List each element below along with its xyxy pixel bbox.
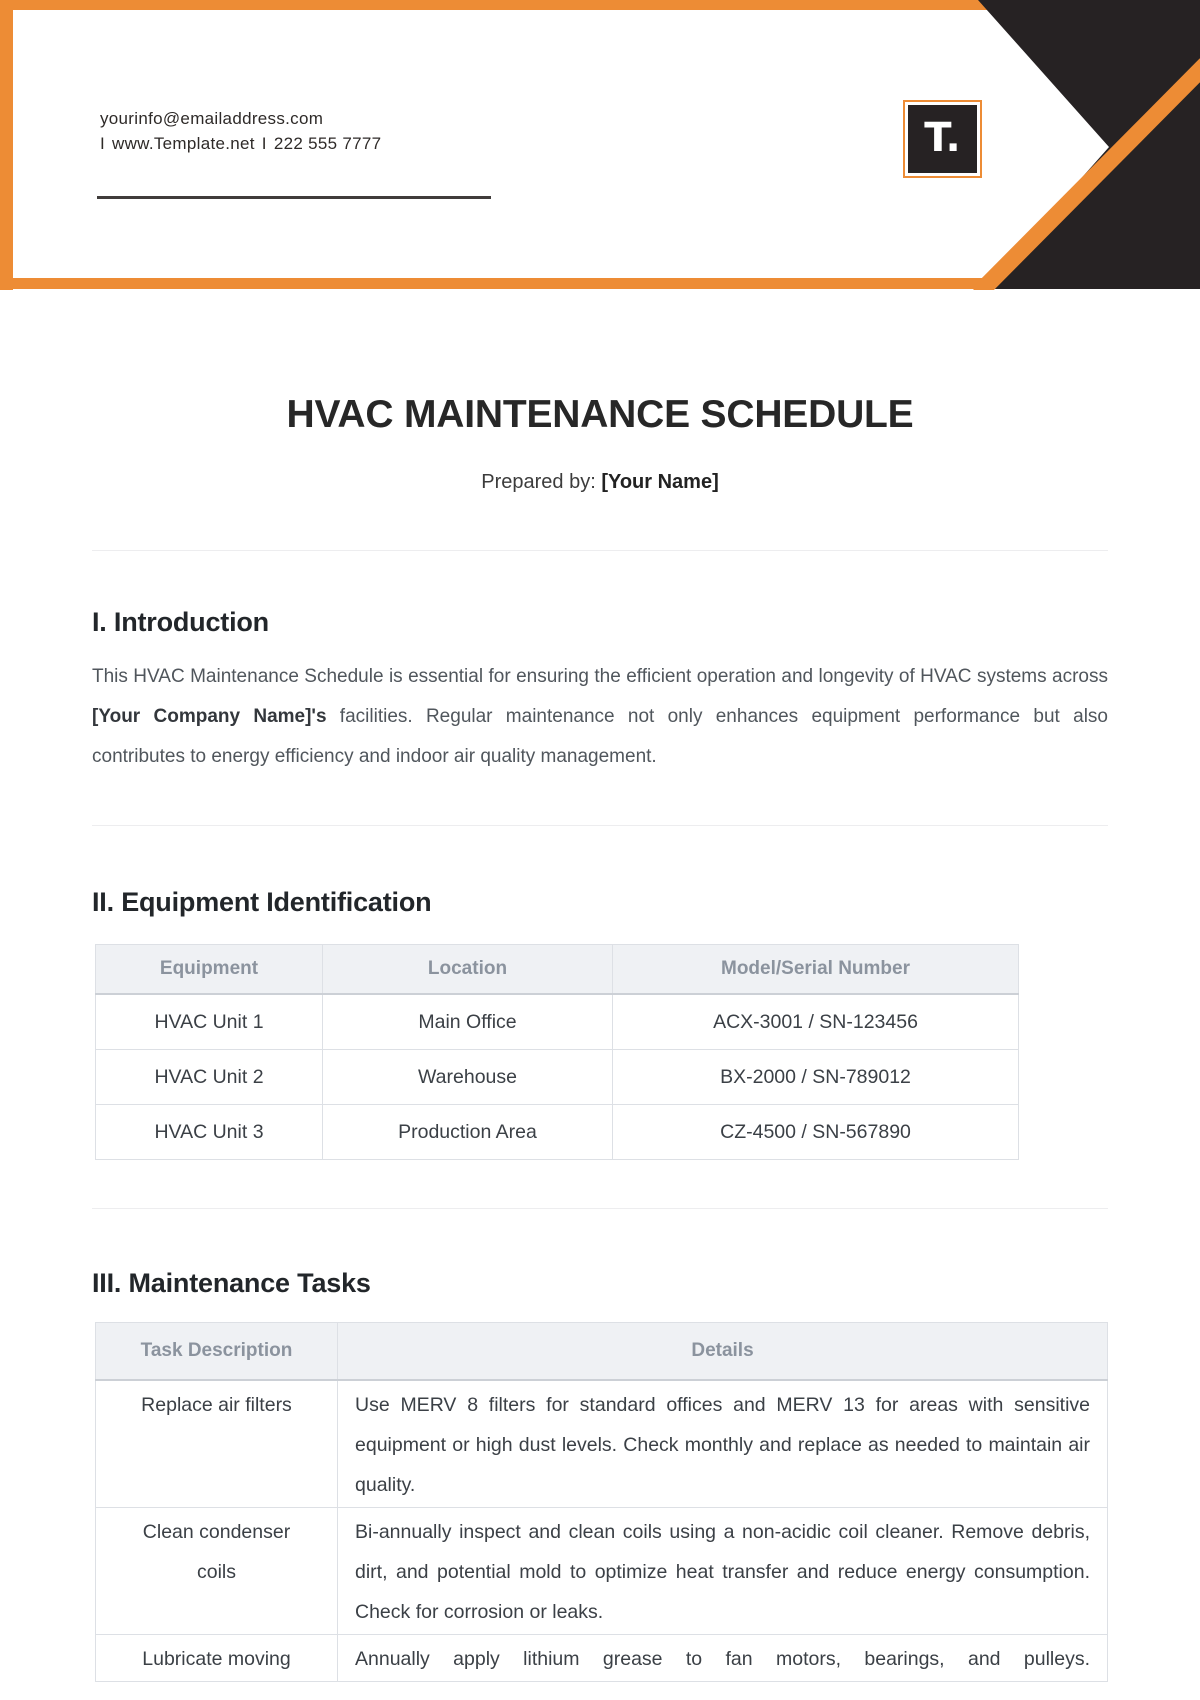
table-cell: CZ-4500 / SN-567890 bbox=[613, 1105, 1019, 1160]
table-cell: BX-2000 / SN-789012 bbox=[613, 1050, 1019, 1105]
table-cell: HVAC Unit 3 bbox=[96, 1105, 323, 1160]
section-divider bbox=[92, 1208, 1108, 1209]
contact-underline-rule bbox=[97, 196, 491, 199]
section-divider bbox=[92, 550, 1108, 551]
table-row bbox=[96, 1105, 1019, 1160]
intro-text-after: facilities. Regular maintenance not only enhances equipment performance but also contributes to energy efficiency and indoor air quality management. bbox=[92, 706, 1108, 767]
document-body bbox=[0, 393, 1200, 1682]
intro-text-before: This HVAC Maintenance Schedule is essential for ensuring the efficient operation and longevity of HVAC systems across bbox=[92, 666, 1108, 687]
column-header-details: Details bbox=[338, 1323, 1108, 1381]
contact-phone: 222 555 7777 bbox=[273, 134, 382, 153]
equipment-table bbox=[95, 944, 1019, 1160]
table-cell: Clean condenser coils bbox=[96, 1508, 338, 1635]
letterhead bbox=[0, 0, 1200, 290]
brand-logo bbox=[903, 100, 982, 178]
column-header-model-serial: Model/Serial Number bbox=[613, 945, 1019, 995]
section-heading-equipment: II. Equipment Identification bbox=[92, 887, 432, 917]
table-cell: HVAC Unit 1 bbox=[96, 994, 323, 1050]
contact-email: yourinfo@emailaddress.com bbox=[100, 109, 324, 128]
column-header-equipment: Equipment bbox=[96, 945, 323, 995]
table-row bbox=[96, 1508, 1108, 1635]
table-cell: Lubricate moving bbox=[96, 1635, 338, 1682]
table-cell: Production Area bbox=[323, 1105, 613, 1160]
column-header-task-description: Task Description bbox=[96, 1323, 338, 1381]
section-heading-introduction: I. Introduction bbox=[92, 607, 269, 637]
prepared-by-label: Prepared by: bbox=[481, 471, 596, 493]
table-row bbox=[96, 1380, 1108, 1508]
contact-line-2 bbox=[100, 131, 381, 156]
column-header-location: Location bbox=[323, 945, 613, 995]
maintenance-tasks-table bbox=[95, 1322, 1108, 1682]
table-row bbox=[96, 1635, 1108, 1682]
table-cell: ACX-3001 / SN-123456 bbox=[613, 994, 1019, 1050]
brand-logo-letter: T. bbox=[908, 105, 977, 173]
prepared-by-name: [Your Name] bbox=[601, 471, 719, 493]
table-row bbox=[96, 1050, 1019, 1105]
company-name-placeholder: [Your Company Name]'s bbox=[92, 706, 327, 727]
table-cell: Warehouse bbox=[323, 1050, 613, 1105]
table-cell: Bi-annually inspect and clean coils using a non-acidic coil cleaner. Remove debris, dirt, and potential mold to optimize heat transfer and reduce energy consumption. Check for corrosion or leaks. bbox=[338, 1508, 1108, 1635]
separator-bar: I bbox=[100, 134, 106, 153]
table-cell: HVAC Unit 2 bbox=[96, 1050, 323, 1105]
table-header-row bbox=[96, 1323, 1108, 1381]
contact-block bbox=[100, 106, 381, 156]
table-cell: Main Office bbox=[323, 994, 613, 1050]
table-row bbox=[96, 994, 1019, 1050]
contact-website: www.Template.net bbox=[112, 134, 255, 153]
table-cell: Replace air filters bbox=[96, 1380, 338, 1508]
intro-paragraph bbox=[92, 657, 1108, 777]
section-heading-tasks: III. Maintenance Tasks bbox=[92, 1268, 371, 1298]
table-header-row bbox=[96, 945, 1019, 995]
page-title: HVAC MAINTENANCE SCHEDULE bbox=[286, 393, 914, 436]
table-cell: Use MERV 8 filters for standard offices and MERV 13 for areas with sensitive equipment or high dust levels. Check monthly and replace as needed to maintain air quality. bbox=[338, 1380, 1108, 1508]
prepared-by-line bbox=[92, 470, 1108, 494]
section-divider bbox=[92, 825, 1108, 826]
separator-bar: I bbox=[261, 134, 267, 153]
table-cell: Annually apply lithium grease to fan motors, bearings, and pulleys. bbox=[338, 1635, 1108, 1682]
